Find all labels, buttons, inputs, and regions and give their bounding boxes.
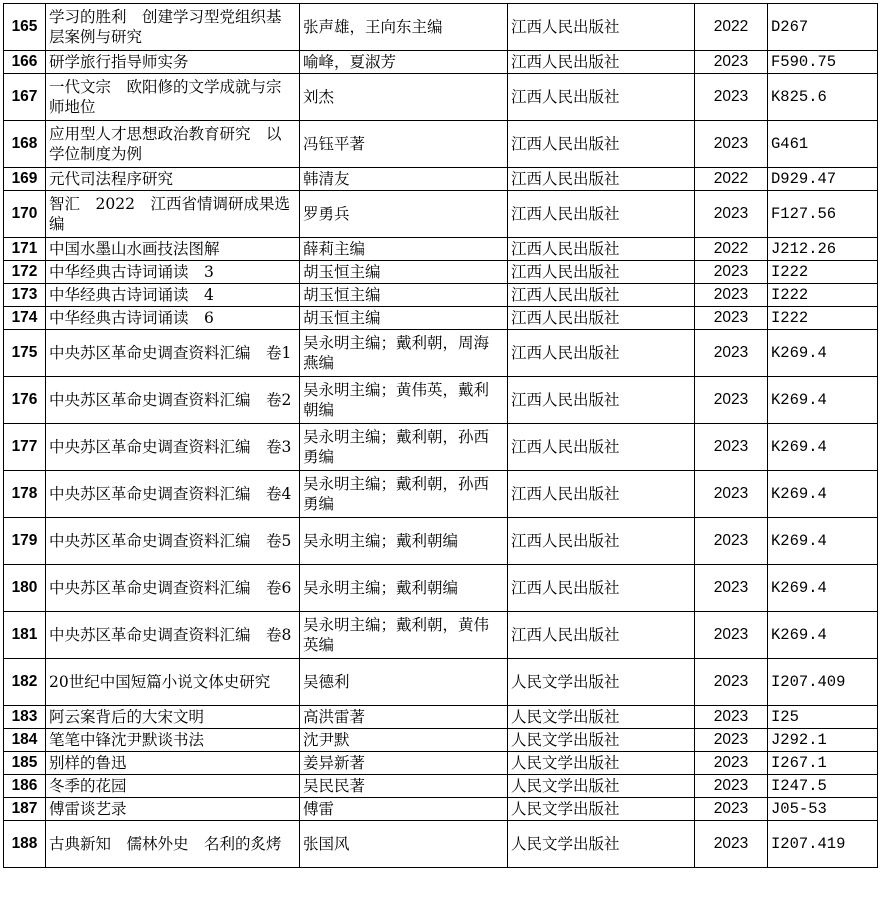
row-number: 178: [4, 471, 46, 518]
row-number: 171: [4, 238, 46, 261]
table-row: [4, 612, 878, 659]
book-title: 中华经典古诗词诵读 6: [46, 307, 300, 330]
book-publisher: 人民文学出版社: [508, 798, 695, 821]
classification-number: K269.4: [768, 612, 878, 659]
book-title: 中华经典古诗词诵读 4: [46, 284, 300, 307]
book-publisher: 江西人民出版社: [508, 261, 695, 284]
book-author: 罗勇兵: [300, 191, 508, 238]
table-row: [4, 121, 878, 168]
classification-number: G461: [768, 121, 878, 168]
book-publisher: 人民文学出版社: [508, 775, 695, 798]
book-publisher: 江西人民出版社: [508, 74, 695, 121]
publication-year: 2023: [695, 518, 768, 565]
table-row: [4, 51, 878, 74]
book-publisher: 江西人民出版社: [508, 191, 695, 238]
book-title: 研学旅行指导师实务: [46, 51, 300, 74]
book-author: 吴永明主编；戴利朝，孙西勇编: [300, 471, 508, 518]
publication-year: 2023: [695, 51, 768, 74]
publication-year: 2023: [695, 775, 768, 798]
book-publisher: 人民文学出版社: [508, 659, 695, 706]
book-author: 吴永明主编；戴利朝，黄伟英编: [300, 612, 508, 659]
row-number: 180: [4, 565, 46, 612]
table-row: [4, 565, 878, 612]
row-number: 188: [4, 821, 46, 868]
row-number: 179: [4, 518, 46, 565]
publication-year: 2023: [695, 74, 768, 121]
table-row: [4, 307, 878, 330]
table-row: [4, 377, 878, 424]
classification-number: K269.4: [768, 471, 878, 518]
book-publisher: 人民文学出版社: [508, 752, 695, 775]
table-row: [4, 729, 878, 752]
classification-number: K269.4: [768, 424, 878, 471]
book-title: 中华经典古诗词诵读 3: [46, 261, 300, 284]
publication-year: 2023: [695, 729, 768, 752]
book-title: 中央苏区革命史调查资料汇编 卷8: [46, 612, 300, 659]
book-title: 应用型人才思想政治教育研究 以学位制度为例: [46, 121, 300, 168]
book-author: 冯钰平著: [300, 121, 508, 168]
classification-number: I222: [768, 261, 878, 284]
book-title: 20世纪中国短篇小说文体史研究: [46, 659, 300, 706]
row-number: 182: [4, 659, 46, 706]
row-number: 165: [4, 4, 46, 51]
row-number: 166: [4, 51, 46, 74]
book-author: 吴永明主编；戴利朝编: [300, 518, 508, 565]
publication-year: 2023: [695, 284, 768, 307]
book-title: 智汇 2022 江西省情调研成果选编: [46, 191, 300, 238]
row-number: 167: [4, 74, 46, 121]
row-number: 176: [4, 377, 46, 424]
book-author: 张声雄，王向东主编: [300, 4, 508, 51]
book-publisher: 江西人民出版社: [508, 612, 695, 659]
book-title: 学习的胜利 创建学习型党组织基层案例与研究: [46, 4, 300, 51]
book-author: 傅雷: [300, 798, 508, 821]
publication-year: 2023: [695, 424, 768, 471]
publication-year: 2023: [695, 191, 768, 238]
classification-number: F127.56: [768, 191, 878, 238]
table-row: [4, 238, 878, 261]
book-publisher: 江西人民出版社: [508, 377, 695, 424]
classification-number: J05-53: [768, 798, 878, 821]
row-number: 186: [4, 775, 46, 798]
publication-year: 2023: [695, 377, 768, 424]
book-publisher: 江西人民出版社: [508, 424, 695, 471]
book-title: 中央苏区革命史调查资料汇编 卷1: [46, 330, 300, 377]
publication-year: 2023: [695, 706, 768, 729]
classification-number: I267.1: [768, 752, 878, 775]
book-author: 胡玉恒主编: [300, 284, 508, 307]
table-row: [4, 191, 878, 238]
row-number: 169: [4, 168, 46, 191]
classification-number: K269.4: [768, 565, 878, 612]
book-title: 中央苏区革命史调查资料汇编 卷6: [46, 565, 300, 612]
book-title: 中央苏区革命史调查资料汇编 卷2: [46, 377, 300, 424]
book-author: 喻峰，夏淑芳: [300, 51, 508, 74]
classification-number: K269.4: [768, 377, 878, 424]
publication-year: 2023: [695, 798, 768, 821]
publication-year: 2023: [695, 565, 768, 612]
classification-number: I222: [768, 284, 878, 307]
book-title: 冬季的花园: [46, 775, 300, 798]
book-title: 笔笔中锋沈尹默谈书法: [46, 729, 300, 752]
classification-number: I207.419: [768, 821, 878, 868]
row-number: 174: [4, 307, 46, 330]
classification-number: I207.409: [768, 659, 878, 706]
publication-year: 2023: [695, 121, 768, 168]
row-number: 183: [4, 706, 46, 729]
book-author: 高洪雷著: [300, 706, 508, 729]
publication-year: 2023: [695, 821, 768, 868]
table-row: [4, 775, 878, 798]
row-number: 187: [4, 798, 46, 821]
table-row: [4, 706, 878, 729]
table-row: [4, 471, 878, 518]
book-author: 吴民民著: [300, 775, 508, 798]
table-row: [4, 330, 878, 377]
book-author: 韩清友: [300, 168, 508, 191]
row-number: 172: [4, 261, 46, 284]
book-title: 古典新知 儒林外史 名利的炙烤: [46, 821, 300, 868]
publication-year: 2022: [695, 168, 768, 191]
book-publisher: 江西人民出版社: [508, 565, 695, 612]
book-title: 傅雷谈艺录: [46, 798, 300, 821]
table-row: [4, 4, 878, 51]
table-row: [4, 798, 878, 821]
book-publisher: 江西人民出版社: [508, 51, 695, 74]
table-row: [4, 752, 878, 775]
publication-year: 2022: [695, 4, 768, 51]
book-author: 胡玉恒主编: [300, 261, 508, 284]
classification-number: K269.4: [768, 330, 878, 377]
publication-year: 2023: [695, 752, 768, 775]
row-number: 177: [4, 424, 46, 471]
book-publisher: 江西人民出版社: [508, 238, 695, 261]
publication-year: 2022: [695, 238, 768, 261]
table-row: [4, 518, 878, 565]
classification-number: D267: [768, 4, 878, 51]
book-title: 中国水墨山水画技法图解: [46, 238, 300, 261]
row-number: 173: [4, 284, 46, 307]
publication-year: 2023: [695, 612, 768, 659]
book-publisher: 人民文学出版社: [508, 729, 695, 752]
table-row: [4, 168, 878, 191]
book-author: 薛莉主编: [300, 238, 508, 261]
classification-number: I247.5: [768, 775, 878, 798]
book-title: 别样的鲁迅: [46, 752, 300, 775]
book-publisher: 江西人民出版社: [508, 307, 695, 330]
book-title: 一代文宗 欧阳修的文学成就与宗师地位: [46, 74, 300, 121]
classification-number: F590.75: [768, 51, 878, 74]
publication-year: 2023: [695, 261, 768, 284]
book-author: 吴德利: [300, 659, 508, 706]
publication-year: 2023: [695, 307, 768, 330]
book-publisher: 人民文学出版社: [508, 706, 695, 729]
publication-year: 2023: [695, 471, 768, 518]
book-author: 吴永明主编；戴利朝，孙西勇编: [300, 424, 508, 471]
row-number: 175: [4, 330, 46, 377]
classification-number: I222: [768, 307, 878, 330]
book-author: 吴永明主编；黄伟英，戴利朝编: [300, 377, 508, 424]
book-title: 元代司法程序研究: [46, 168, 300, 191]
book-title: 中央苏区革命史调查资料汇编 卷3: [46, 424, 300, 471]
book-publisher: 江西人民出版社: [508, 121, 695, 168]
classification-number: K269.4: [768, 518, 878, 565]
book-publisher: 江西人民出版社: [508, 518, 695, 565]
publication-year: 2023: [695, 330, 768, 377]
book-author: 吴永明主编；戴利朝，周海燕编: [300, 330, 508, 377]
book-title: 中央苏区革命史调查资料汇编 卷4: [46, 471, 300, 518]
table-row: [4, 821, 878, 868]
row-number: 168: [4, 121, 46, 168]
book-publisher: 江西人民出版社: [508, 284, 695, 307]
book-list-body: [4, 4, 878, 868]
book-author: 张国风: [300, 821, 508, 868]
table-row: [4, 74, 878, 121]
book-publisher: 江西人民出版社: [508, 330, 695, 377]
book-publisher: 江西人民出版社: [508, 4, 695, 51]
row-number: 185: [4, 752, 46, 775]
classification-number: J212.26: [768, 238, 878, 261]
book-publisher: 江西人民出版社: [508, 168, 695, 191]
publication-year: 2023: [695, 659, 768, 706]
book-publisher: 人民文学出版社: [508, 821, 695, 868]
book-author: 沈尹默: [300, 729, 508, 752]
classification-number: I25: [768, 706, 878, 729]
book-author: 刘杰: [300, 74, 508, 121]
table-row: [4, 284, 878, 307]
classification-number: K825.6: [768, 74, 878, 121]
book-author: 姜异新著: [300, 752, 508, 775]
classification-number: J292.1: [768, 729, 878, 752]
row-number: 181: [4, 612, 46, 659]
book-title: 阿云案背后的大宋文明: [46, 706, 300, 729]
book-publisher: 江西人民出版社: [508, 471, 695, 518]
table-row: [4, 261, 878, 284]
row-number: 184: [4, 729, 46, 752]
book-author: 胡玉恒主编: [300, 307, 508, 330]
book-list-table: [3, 3, 878, 868]
classification-number: D929.47: [768, 168, 878, 191]
table-row: [4, 659, 878, 706]
row-number: 170: [4, 191, 46, 238]
book-title: 中央苏区革命史调查资料汇编 卷5: [46, 518, 300, 565]
table-row: [4, 424, 878, 471]
book-author: 吴永明主编；戴利朝编: [300, 565, 508, 612]
